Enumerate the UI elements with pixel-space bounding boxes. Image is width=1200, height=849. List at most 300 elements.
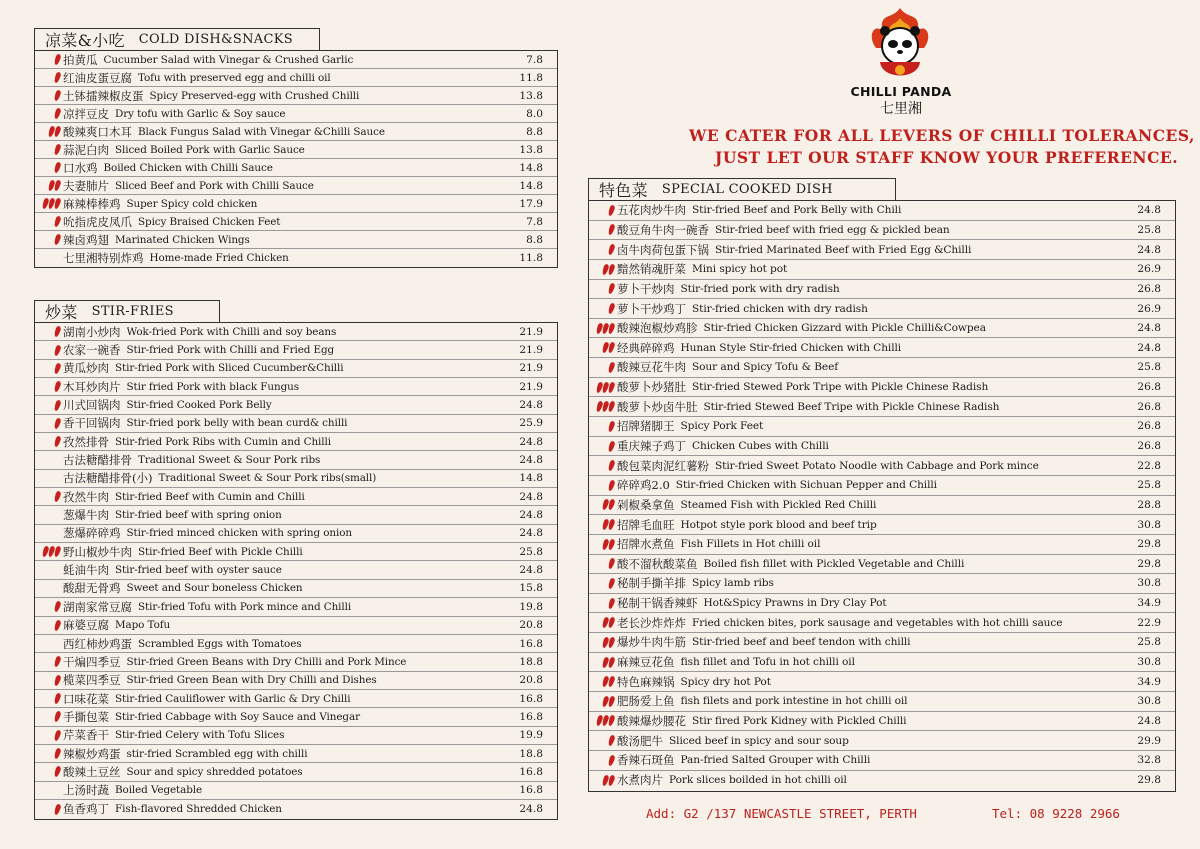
dish-name-zh: 肥肠爱上鱼	[617, 694, 675, 709]
menu-item-row	[589, 240, 1175, 260]
spice-level	[589, 755, 617, 766]
dish-name-en: Sliced Boiled Pork with Garlic Sauce	[115, 143, 305, 156]
menu-item-row	[589, 299, 1175, 319]
menu-item-row	[589, 712, 1175, 732]
menu-item-row	[35, 396, 557, 414]
dish-name-en: stir-fried Scrambled egg with chilli	[126, 747, 308, 760]
dish-name-en: Stir-fried Pork with Sliced Cucumber&Chilli	[115, 362, 344, 375]
spice-level	[589, 598, 617, 609]
dish-price: 8.8	[526, 125, 543, 138]
chili-icon	[607, 577, 615, 589]
dish-name-en: Stir-fried Stewed Beef Tripe with Pickle Chinese Radish	[703, 400, 1000, 413]
dish-name-en: Cucumber Salad with Vinegar & Crushed Garlic	[103, 53, 354, 66]
dish-price: 24.8	[1137, 243, 1161, 256]
dish-name-zh: 酸辣爽口木耳	[63, 124, 132, 139]
spice-level	[35, 601, 63, 612]
chili-icon	[53, 417, 61, 429]
dish-price: 26.8	[1137, 440, 1161, 452]
dish-name-en: Sweet and Sour boneless Chicken	[126, 582, 303, 595]
spice-level	[589, 264, 617, 275]
dish-name-en: Stir-fried Beef with Pickle Chilli	[138, 545, 303, 558]
dish-price: 25.8	[1137, 223, 1161, 236]
dish-name-en: Sliced Beef and Pork with Chilli Sauce	[115, 179, 314, 192]
menu-item-row	[35, 51, 557, 69]
menu-item-row	[35, 708, 557, 726]
spice-level	[589, 735, 617, 746]
menu-item-row	[35, 561, 557, 579]
dish-name-en: Super Spicy cold chicken	[126, 197, 258, 210]
chili-icon	[53, 748, 61, 760]
spice-level	[589, 401, 617, 412]
dish-price: 16.8	[519, 637, 543, 650]
brand-name: CHILLI PANDA	[850, 84, 952, 99]
dish-price: 8.0	[526, 107, 543, 120]
dish-price: 32.8	[1137, 754, 1161, 767]
dish-price: 34.9	[1137, 597, 1161, 610]
dish-name-zh: 酸不溜秋酸菜鱼	[617, 556, 698, 571]
spice-level	[35, 546, 63, 557]
dish-name-en: Home-made Fried Chicken	[149, 252, 289, 264]
dish-name-en: Wok-fried Pork with Chilli and soy beans	[126, 325, 337, 338]
dish-price: 24.8	[519, 435, 543, 448]
dish-price: 22.8	[1137, 459, 1161, 472]
menu-item-row	[35, 727, 557, 745]
dish-price: 20.8	[519, 674, 543, 687]
dish-name-en: Fried chicken bites, pork sausage and vegetables with hot chilli sauce	[692, 616, 1063, 629]
dish-name-zh: 蒜泥白肉	[63, 142, 109, 157]
cold-title-zh: 凉菜&小吃	[45, 31, 125, 50]
chili-icon	[607, 283, 615, 295]
menu-item-row	[589, 633, 1175, 653]
dish-price: 26.8	[1137, 381, 1161, 394]
dish-price: 30.8	[1137, 577, 1161, 590]
dish-name-zh: 芹菜香干	[63, 728, 109, 743]
dish-price: 26.8	[1137, 400, 1161, 413]
dish-name-zh: 五花肉炒牛肉	[617, 203, 686, 218]
dish-name-zh: 酸萝卜炒卤牛肚	[617, 399, 698, 414]
menu-item-row	[589, 515, 1175, 535]
chili-icon	[53, 766, 61, 778]
dish-name-zh: 萝卜干炒肉	[617, 281, 675, 296]
stir-title-en: STIR-FRIES	[91, 304, 174, 319]
dish-price: 16.8	[519, 710, 543, 723]
dish-price: 30.8	[1137, 518, 1161, 531]
menu-item-row	[35, 341, 557, 359]
dish-price: 29.9	[1137, 734, 1161, 747]
dish-name-en: Stir-fried beef with spring onion	[115, 509, 282, 522]
menu-item-row	[589, 692, 1175, 712]
chili-icon	[607, 244, 615, 256]
menu-item-row	[35, 543, 557, 561]
menu-item-row	[35, 195, 557, 213]
spice-level	[589, 323, 617, 334]
chili-icon	[607, 303, 615, 315]
dish-name-zh: 秘制干锅香辣虾	[617, 596, 698, 611]
menu-item-row	[35, 800, 557, 818]
menu-item-row	[35, 433, 557, 451]
dish-price: 21.9	[519, 325, 543, 338]
menu-item-row	[589, 280, 1175, 300]
dish-name-zh: 酸豆角牛肉一碗香	[617, 222, 709, 237]
spice-level	[589, 558, 617, 569]
menu-item-row	[589, 456, 1175, 476]
dish-name-en: Chicken Cubes with Chilli	[692, 440, 829, 452]
dish-name-en: Sour and Spicy Tofu & Beef	[692, 361, 839, 374]
chili-icon	[53, 233, 61, 245]
dish-name-en: Traditional Sweet & Sour Pork ribs(small)	[158, 472, 377, 485]
spice-level	[589, 362, 617, 373]
menu-item-row	[589, 338, 1175, 358]
dish-price: 24.8	[519, 454, 543, 467]
dish-name-en: Stir-fried Cooked Pork Belly	[126, 399, 272, 412]
menu-item-row	[35, 653, 557, 671]
menu-item-row	[589, 397, 1175, 417]
menu-item-row	[589, 358, 1175, 378]
dish-name-en: Scrambled Eggs with Tomatoes	[138, 637, 302, 650]
dish-name-zh: 剁椒桑拿鱼	[617, 497, 675, 512]
dish-price: 24.8	[1137, 204, 1161, 217]
special-title-en: SPECIAL COOKED DISH	[661, 182, 833, 197]
dish-price: 24.8	[519, 803, 543, 816]
spice-level	[589, 480, 617, 491]
dish-name-en: Marinated Chicken Wings	[115, 233, 250, 246]
dish-name-zh: 酸辣豆花牛肉	[617, 360, 686, 375]
dish-name-en: Stir-fried beef and beef tendon with chilli	[692, 636, 911, 649]
dish-name-en: Hotpot style pork blood and beef trip	[680, 518, 877, 531]
menu-item-row	[35, 159, 557, 177]
dish-name-en: Black Fungus Salad with Vinegar &Chilli Sauce	[138, 125, 385, 138]
spice-level	[35, 766, 63, 777]
chili-icon	[607, 479, 615, 491]
dish-name-en: Stir-fried Chicken with Sichuan Pepper and Chilli	[675, 479, 937, 492]
menu-item-row	[35, 782, 557, 800]
spice-level	[35, 144, 63, 155]
menu-item-row	[35, 488, 557, 506]
dish-name-en: Pan-fried Salted Grouper with Chilli	[680, 754, 871, 767]
dish-name-zh: 酸辣泡椒炒鸡胗	[617, 321, 698, 336]
chili-icon	[53, 344, 61, 356]
dish-name-zh: 七里湘特别炸鸡	[63, 251, 144, 265]
dish-name-zh: 酸辣土豆丝	[63, 764, 121, 779]
dish-name-en: Stir-fried Celery with Tofu Slices	[115, 729, 285, 742]
chili-icon	[53, 491, 61, 503]
dish-name-en: Sour and spicy shredded potatoes	[126, 765, 303, 778]
menu-item-row	[35, 177, 557, 195]
chili-icon	[607, 204, 615, 216]
spice-level	[589, 460, 617, 471]
chili-icon	[53, 215, 61, 227]
spice-level	[589, 283, 617, 294]
spice-level	[35, 162, 63, 173]
dish-name-zh: 葱爆牛肉	[63, 508, 109, 523]
dish-price: 28.8	[1137, 498, 1161, 511]
dish-price: 25.8	[1137, 636, 1161, 649]
dish-price: 24.8	[1137, 714, 1161, 727]
spice-level	[589, 715, 617, 726]
dish-price: 16.8	[519, 784, 543, 797]
dish-price: 24.8	[519, 527, 543, 540]
dish-price: 20.8	[519, 619, 543, 632]
dish-price: 13.8	[519, 89, 543, 102]
chili-icon	[607, 361, 615, 373]
menu-item-row	[589, 417, 1175, 437]
spice-level	[589, 775, 617, 786]
dish-price: 25.8	[1137, 361, 1161, 374]
menu-item-row	[35, 506, 557, 524]
chili-icon	[53, 436, 61, 448]
dish-name-en: Stir-fried Pork Ribs with Cumin and Chilli	[115, 435, 331, 448]
dish-name-zh: 辣卤鸡翅	[63, 232, 109, 247]
dish-name-en: Fish Fillets in Hot chilli oil	[680, 538, 821, 551]
spice-level	[35, 216, 63, 227]
dish-name-en: Spicy Preserved-egg with Crushed Chilli	[149, 89, 360, 102]
chili-icon	[53, 326, 61, 338]
dish-name-zh: 经典碎碎鸡	[617, 340, 675, 355]
dish-price: 25.8	[519, 545, 543, 558]
dish-price: 24.8	[519, 399, 543, 412]
dish-name-en: Spicy Pork Feet	[680, 420, 764, 433]
spice-level	[35, 418, 63, 429]
dish-name-en: Fish-flavored Shredded Chicken	[115, 803, 282, 816]
dish-name-zh: 手撕包菜	[63, 709, 109, 724]
dish-name-en: Stir-fried Tofu with Pork mince and Chilli	[138, 600, 352, 613]
spice-level	[35, 711, 63, 722]
special-section-title	[588, 178, 896, 200]
dish-name-zh: 秘制手撕羊排	[617, 576, 686, 591]
chili-icon	[53, 53, 61, 65]
chili-icon	[607, 224, 615, 236]
spice-level	[589, 617, 617, 628]
dish-name-zh: 川式回锅肉	[63, 398, 121, 413]
dish-price: 24.8	[519, 509, 543, 522]
menu-item-row	[35, 87, 557, 105]
spice-level	[35, 730, 63, 741]
dish-name-zh: 古法糖醋排骨	[63, 453, 132, 468]
dish-name-zh: 孜然牛肉	[63, 489, 109, 504]
address: Add: G2 /137 NEWCASTLE STREET, PERTH	[646, 806, 917, 821]
dish-name-en: Stir-fried minced chicken with spring onion	[126, 527, 352, 540]
menu-item-row	[589, 201, 1175, 221]
dish-name-zh: 招牌猪脚王	[617, 419, 675, 434]
menu-item-row	[35, 123, 557, 141]
chilli-notice-line1: WE CATER FOR ALL LEVERS OF CHILLI TOLERANCES,	[689, 126, 1195, 145]
dish-name-zh: 水煮肉片	[617, 773, 663, 788]
spice-level	[589, 696, 617, 707]
dish-name-zh: 麻婆豆腐	[63, 618, 109, 633]
dish-name-en: Spicy Braised Chicken Feet	[138, 215, 281, 228]
spice-level	[35, 693, 63, 704]
dish-name-zh: 爆炒牛肉牛筋	[617, 635, 686, 650]
spice-level	[35, 234, 63, 245]
menu-item-row	[589, 672, 1175, 692]
dish-name-zh: 农家一碗香	[63, 343, 121, 358]
spice-level	[589, 519, 617, 530]
chili-icon	[53, 729, 61, 741]
dish-name-zh: 特色麻辣锅	[617, 674, 675, 689]
chili-icon	[53, 674, 61, 686]
dish-price: 26.8	[1137, 282, 1161, 295]
chili-icon	[53, 362, 61, 374]
menu-item-row	[589, 496, 1175, 516]
menu-item-row	[35, 249, 557, 267]
menu-item-row	[35, 141, 557, 159]
dish-price: 14.8	[519, 179, 543, 192]
dish-name-en: Sliced beef in spicy and sour soup	[669, 734, 849, 747]
menu-item-row	[589, 476, 1175, 496]
dish-price: 29.8	[1137, 557, 1161, 570]
dish-name-en: Traditional Sweet & Sour Pork ribs	[138, 454, 321, 467]
dish-price: 30.8	[1137, 695, 1161, 708]
dish-price: 18.8	[519, 747, 543, 760]
dish-name-zh: 土钵擂辣椒皮蛋	[63, 88, 144, 103]
menu-item-row	[589, 260, 1175, 280]
chili-icon	[53, 381, 61, 393]
dish-name-zh: 萝卜干炒鸡丁	[617, 301, 686, 316]
spice-level	[35, 180, 63, 191]
chili-icon	[607, 420, 615, 432]
menu-item-row	[35, 617, 557, 635]
dish-name-en: Boiled fish fillet with Pickled Vegetable and Chilli	[703, 557, 965, 570]
cold-title-en: COLD DISH&SNACKS	[138, 32, 293, 47]
dish-name-zh: 口水鸡	[63, 160, 98, 175]
dish-name-zh: 招牌毛血旺	[617, 517, 675, 532]
chili-icon	[53, 89, 61, 101]
dish-price: 8.8	[526, 233, 543, 246]
spice-level	[589, 421, 617, 432]
dish-name-en: fish filets and pork intestine in hot chilli oil	[680, 695, 908, 708]
dish-name-zh: 湖南小炒肉	[63, 324, 121, 339]
dish-price: 11.8	[519, 252, 543, 264]
dish-name-zh: 蚝油牛肉	[63, 563, 109, 578]
dish-price: 25.9	[519, 417, 543, 430]
menu-item-row	[35, 378, 557, 396]
dish-price: 26.8	[1137, 420, 1161, 433]
dish-name-zh: 辣椒炒鸡蛋	[63, 746, 121, 761]
chili-icon	[53, 711, 61, 723]
dish-name-en: Spicy lamb ribs	[692, 577, 774, 590]
menu-item-row	[589, 594, 1175, 614]
dish-price: 14.8	[519, 472, 543, 485]
dish-name-zh: 老长沙炸炸炸	[617, 615, 686, 630]
dish-name-en: Stir-fried Marinated Beef with Fried Egg &Chilli	[715, 243, 972, 256]
dish-price: 34.9	[1137, 675, 1161, 688]
stir-title-zh: 炒菜	[45, 303, 78, 322]
dish-name-en: Stir-fried beef with oyster sauce	[115, 564, 282, 577]
menu-item-row	[35, 635, 557, 653]
menu-item-row	[35, 451, 557, 469]
menu-item-row	[35, 231, 557, 249]
spice-level	[35, 381, 63, 392]
dish-name-en: Stir-fried Beef and Pork Belly with Chili	[692, 204, 902, 217]
dish-name-zh: 酸辣爆炒腰花	[617, 713, 686, 728]
menu-item-row	[35, 690, 557, 708]
dish-name-zh: 麻辣棒棒鸡	[63, 196, 121, 211]
spice-level	[35, 345, 63, 356]
dish-price: 21.9	[519, 344, 543, 357]
dish-name-en: Stir fired Pork Kidney with Pickled Chilli	[692, 714, 907, 727]
dish-name-en: Boiled Chicken with Chilli Sauce	[103, 161, 273, 174]
chilli-notice-line2: JUST LET OUR STAFF KNOW YOUR PREFERENCE.	[715, 148, 1179, 167]
menu-item-row	[589, 437, 1175, 457]
chili-icon	[53, 107, 61, 119]
dish-price: 29.8	[1137, 538, 1161, 551]
menu-item-row	[589, 555, 1175, 575]
dish-name-zh: 吮指虎皮凤爪	[63, 214, 132, 229]
dish-name-zh: 酸汤肥牛	[617, 733, 663, 748]
menu-item-row	[35, 323, 557, 341]
dish-name-en: Tofu with preserved egg and chilli oil	[138, 71, 331, 84]
spice-level	[589, 578, 617, 589]
spice-level	[35, 90, 63, 101]
dish-name-en: Mini spicy hot pot	[692, 263, 788, 276]
dish-price: 17.9	[519, 197, 543, 210]
spice-level	[589, 676, 617, 687]
dish-name-zh: 黯然销魂肝菜	[617, 262, 686, 277]
dish-name-en: Stir-fried Pork with Chilli and Fried Egg	[126, 344, 335, 357]
dish-name-en: Stir-fried chicken with dry radish	[692, 302, 868, 315]
dish-price: 19.8	[519, 600, 543, 613]
spice-level	[35, 54, 63, 65]
dish-name-zh: 黄瓜炒肉	[63, 361, 109, 376]
dish-price: 16.8	[519, 692, 543, 705]
spice-level	[35, 198, 63, 209]
dish-name-en: Pork slices boilded in hot chilli oil	[669, 774, 847, 787]
dish-name-zh: 凉拌豆皮	[63, 106, 109, 121]
dish-name-en: Dry tofu with Garlic & Soy sauce	[115, 107, 286, 120]
menu-item-row	[589, 751, 1175, 771]
dish-name-en: Steamed Fish with Pickled Red Chilli	[680, 498, 877, 511]
menu-item-row	[35, 360, 557, 378]
dish-name-en: Stir-fried Beef with Cumin and Chilli	[115, 490, 305, 503]
chili-icon	[53, 161, 61, 173]
spice-level	[35, 126, 63, 137]
dish-name-zh: 香干回锅肉	[63, 416, 121, 431]
dish-price: 26.9	[1137, 263, 1161, 276]
dish-price: 18.8	[519, 655, 543, 668]
menu-item-row	[589, 221, 1175, 241]
dish-name-zh: 野山椒炒牛肉	[63, 544, 132, 559]
special-title-zh: 特色菜	[599, 181, 648, 200]
dish-price: 15.8	[519, 582, 543, 595]
spice-level	[35, 748, 63, 759]
dish-name-zh: 上汤时蔬	[63, 783, 109, 798]
chili-icon	[53, 601, 61, 613]
menu-item-row	[35, 598, 557, 616]
dish-name-en: Stir-fried Stewed Pork Tripe with Pickle Chinese Radish	[692, 381, 989, 394]
menu-item-row	[589, 613, 1175, 633]
stir-fries-list	[34, 322, 558, 820]
dish-name-en: Stir-fried pork belly with bean curd& chilli	[126, 417, 348, 430]
chili-icon	[607, 460, 615, 472]
menu-item-row	[589, 731, 1175, 751]
dish-name-en: Stir-fried Chicken Gizzard with Pickle Chilli&Cowpea	[703, 322, 986, 335]
dish-name-zh: 卤牛肉荷包蛋下锅	[617, 242, 709, 257]
spice-level	[589, 244, 617, 255]
dish-name-en: Stir-fried Cabbage with Soy Sauce and Vinegar	[115, 710, 360, 723]
spice-level	[35, 675, 63, 686]
dish-name-zh: 西红柿炒鸡蛋	[63, 636, 132, 651]
dish-name-en: Mapo Tofu	[115, 619, 171, 632]
dish-price: 29.8	[1137, 774, 1161, 787]
dish-name-zh: 招牌水煮鱼	[617, 537, 675, 552]
cold-dish-list	[34, 50, 558, 268]
brand-chinese-name: 七里湘	[880, 101, 922, 117]
spice-level	[35, 326, 63, 337]
menu-item-row	[589, 771, 1175, 791]
spice-level	[35, 656, 63, 667]
dish-name-en: Stir-fried pork with dry radish	[680, 282, 840, 295]
telephone: Tel: 08 9228 2966	[992, 806, 1120, 821]
